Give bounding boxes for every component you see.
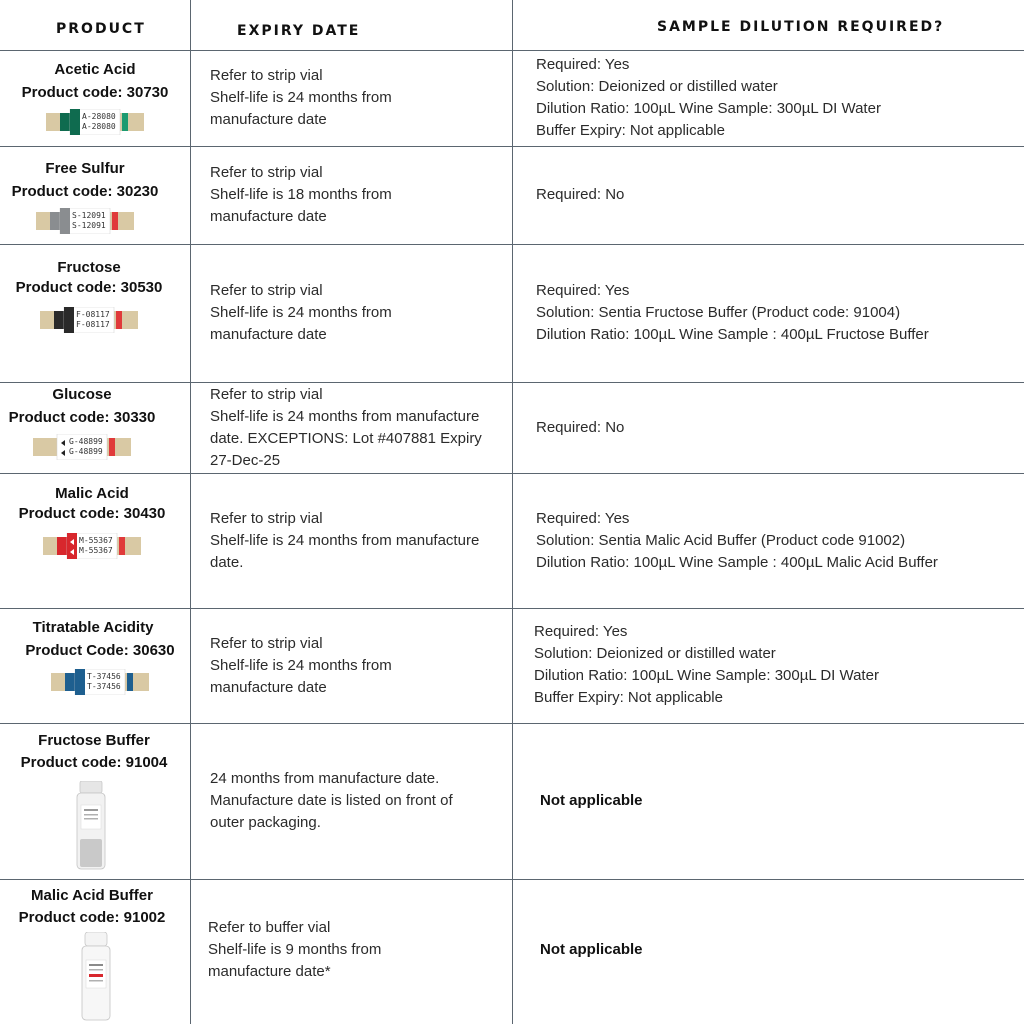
row-divider xyxy=(0,244,1024,245)
product-cell xyxy=(0,258,184,333)
product-code: Product code: 30230 xyxy=(11,183,159,200)
expiry-line: Shelf-life is 24 months from xyxy=(210,657,392,674)
dilution-line: Buffer Expiry: Not applicable xyxy=(536,122,725,139)
product-name: Glucose xyxy=(52,386,112,403)
dilution-line: Solution: Sentia Malic Acid Buffer (Product code 91002) xyxy=(536,532,906,549)
dilution-cell xyxy=(536,280,929,346)
product-name: Malic Acid Buffer xyxy=(31,887,153,904)
expiry-line: Shelf-life is 18 months from xyxy=(210,186,392,203)
product-code: Product code: 30530 xyxy=(15,279,163,296)
expiry-line: manufacture date xyxy=(210,326,327,343)
dilution-line: Solution: Sentia Fructose Buffer (Product code: 91004) xyxy=(536,304,901,321)
header-sample-dilution: SAMPLE DILUTION REQUIRED? xyxy=(657,19,945,35)
dilution-line: Required: Yes xyxy=(536,282,630,299)
test-strip-image xyxy=(46,109,144,135)
dilution-cell xyxy=(536,54,881,142)
product-cell xyxy=(0,484,187,559)
dilution-line: Solution: Deionized or distilled water xyxy=(536,78,778,95)
product-name: Titratable Acidity xyxy=(32,619,154,636)
dilution-line: Dilution Ratio: 100µL Wine Sample : 400µL Malic Acid Buffer xyxy=(536,554,938,571)
dilution-cell xyxy=(536,417,624,439)
dilution-line: Buffer Expiry: Not applicable xyxy=(534,689,723,706)
row-divider xyxy=(0,723,1024,724)
product-code: Product code: 91004 xyxy=(20,754,168,771)
svg-text:S-12091: S-12091 xyxy=(72,221,106,230)
expiry-line: Shelf-life is 24 months from xyxy=(210,89,392,106)
expiry-line: Shelf-life is 24 months from manufacture xyxy=(210,408,480,425)
expiry-line: Shelf-life is 24 months from manufacture xyxy=(210,532,480,549)
svg-text:M-55367: M-55367 xyxy=(79,546,113,555)
product-cell xyxy=(0,385,177,460)
expiry-line: 24 months from manufacture date. xyxy=(210,770,440,787)
dilution-cell: Not applicable xyxy=(540,941,643,958)
dilution-line: Required: Yes xyxy=(536,56,630,73)
expiry-line: manufacture date* xyxy=(208,963,331,980)
test-strip-image xyxy=(51,669,149,695)
row-divider xyxy=(0,473,1024,474)
test-strip-image xyxy=(43,533,141,559)
dilution-cell xyxy=(536,508,938,574)
dilution-line: Required: No xyxy=(536,419,625,436)
product-name: Free Sulfur xyxy=(45,160,125,177)
row-divider xyxy=(0,879,1024,880)
svg-text:A-28080: A-28080 xyxy=(82,112,116,121)
expiry-line: Refer to strip vial xyxy=(210,282,323,299)
product-name: Malic Acid xyxy=(55,485,129,502)
expiry-line: Refer to strip vial xyxy=(210,635,323,652)
product-cell xyxy=(0,731,189,773)
product-code: Product code: 30730 xyxy=(21,84,169,101)
column-divider xyxy=(190,0,191,1024)
expiry-line: outer packaging. xyxy=(210,814,321,831)
svg-text:G-48899: G-48899 xyxy=(69,447,103,456)
product-code: Product Code: 30630 xyxy=(25,642,175,659)
buffer-bottle-image xyxy=(79,932,113,1022)
svg-text:T-37456: T-37456 xyxy=(87,682,121,691)
dilution-line: Required: Yes xyxy=(536,510,630,527)
svg-text:F-08117: F-08117 xyxy=(76,320,110,329)
expiry-line: Refer to strip vial xyxy=(210,510,323,527)
row-divider xyxy=(0,146,1024,147)
svg-text:M-55367: M-55367 xyxy=(79,536,113,545)
expiry-line: date. EXCEPTIONS: Lot #407881 Expiry xyxy=(210,430,482,447)
expiry-line: Shelf-life is 24 months from xyxy=(210,304,392,321)
expiry-line: Shelf-life is 9 months from xyxy=(208,941,382,958)
svg-text:A-28080: A-28080 xyxy=(82,122,116,131)
header-product: PRODUCT xyxy=(56,21,146,37)
row-divider xyxy=(0,50,1024,51)
expiry-cell xyxy=(210,384,482,472)
product-name: Acetic Acid xyxy=(54,61,136,78)
expiry-line: manufacture date xyxy=(210,111,327,128)
expiry-line: Refer to strip vial xyxy=(210,67,323,84)
product-code: Product code: 30330 xyxy=(8,409,156,426)
dilution-line: Dilution Ratio: 100µL Wine Sample: 300µL DI Water xyxy=(536,100,881,117)
svg-text:F-08117: F-08117 xyxy=(76,310,110,319)
test-strip-image xyxy=(33,434,131,460)
expiry-line: Manufacture date is listed on front of xyxy=(210,792,453,809)
expiry-cell xyxy=(210,768,453,834)
expiry-cell xyxy=(208,917,381,983)
expiry-line: manufacture date xyxy=(210,208,327,225)
expiry-cell xyxy=(210,162,392,228)
product-name: Fructose Buffer xyxy=(38,732,150,749)
dilution-line: Required: No xyxy=(536,186,625,203)
buffer-bottle-image xyxy=(74,781,108,871)
header-expiry-date: EXPIRY DATE xyxy=(237,23,361,39)
dilution-line: Required: Yes xyxy=(534,623,628,640)
product-code: Product code: 91002 xyxy=(18,909,166,926)
column-divider xyxy=(512,0,513,1024)
product-cell xyxy=(5,618,195,695)
product-code: Product code: 30430 xyxy=(18,505,166,522)
dilution-cell: Not applicable xyxy=(540,792,643,809)
dilution-line: Dilution Ratio: 100µL Wine Sample : 400µL Fructose Buffer xyxy=(536,326,929,343)
expiry-line: Refer to strip vial xyxy=(210,386,323,403)
dilution-cell xyxy=(534,621,879,709)
dilution-line: Dilution Ratio: 100µL Wine Sample: 300µL DI Water xyxy=(534,667,879,684)
svg-text:G-48899: G-48899 xyxy=(69,437,103,446)
row-divider xyxy=(0,608,1024,609)
product-cell xyxy=(0,60,190,135)
row-divider xyxy=(0,382,1024,383)
product-name: Fructose xyxy=(57,259,121,276)
expiry-line: Refer to strip vial xyxy=(210,164,323,181)
test-strip-image xyxy=(40,307,138,333)
dilution-cell xyxy=(536,184,624,206)
product-cell xyxy=(0,159,180,234)
expiry-line: 27-Dec-25 xyxy=(210,452,281,469)
expiry-cell xyxy=(210,65,392,131)
product-cell xyxy=(0,886,187,928)
svg-text:T-37456: T-37456 xyxy=(87,672,121,681)
dilution-line: Solution: Deionized or distilled water xyxy=(534,645,776,662)
expiry-line: Refer to buffer vial xyxy=(208,919,331,936)
expiry-line: date. xyxy=(210,554,244,571)
expiry-cell xyxy=(210,633,392,699)
expiry-line: manufacture date xyxy=(210,679,327,696)
expiry-cell xyxy=(210,508,479,574)
svg-text:S-12091: S-12091 xyxy=(72,211,106,220)
expiry-cell xyxy=(210,280,392,346)
test-strip-image xyxy=(36,208,134,234)
